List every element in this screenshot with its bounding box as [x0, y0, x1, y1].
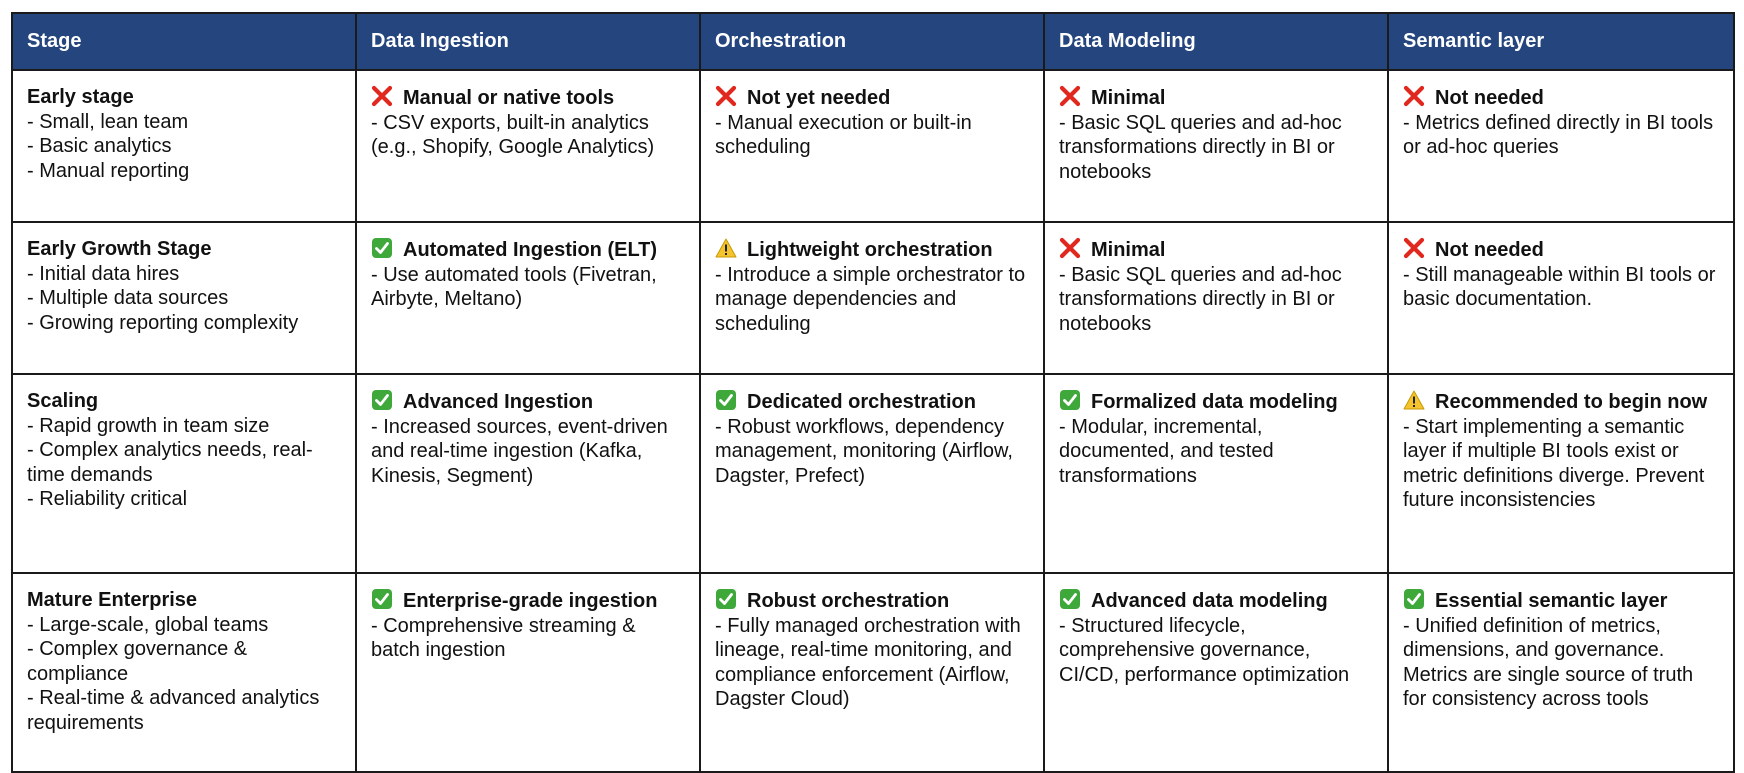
stage-bullet: - Rapid growth in team size	[27, 414, 270, 437]
cell-title: Minimal	[1091, 87, 1166, 109]
cell-title: Not yet needed	[747, 87, 891, 109]
cell-heading	[1403, 389, 1719, 415]
cell-heading	[715, 588, 1029, 614]
cell-heading	[1403, 237, 1719, 263]
cell-heading	[1059, 588, 1373, 614]
warning-icon	[715, 237, 739, 259]
data-ingestion-cell	[356, 374, 700, 573]
table-row	[12, 374, 1734, 573]
cell-title: Minimal	[1091, 239, 1166, 261]
stage-title: Early stage	[27, 86, 134, 108]
cell-heading	[715, 389, 1029, 415]
stage-bullet: - Growing reporting complexity	[27, 311, 299, 334]
table-row	[12, 573, 1734, 772]
semantic-layer-cell	[1388, 374, 1734, 573]
data-modeling-cell	[1044, 70, 1388, 222]
cell-description: - Unified definition of metrics, dimensions, and governance. Metrics are single source of truth for consistency across tools	[1403, 614, 1694, 710]
cell-title: Formalized data modeling	[1091, 391, 1338, 413]
header-semantic-layer: Semantic layer	[1388, 13, 1734, 70]
cross-icon	[371, 85, 395, 107]
cell-description: - Manual execution or built-in scheduling	[715, 111, 972, 158]
cross-icon	[1403, 85, 1427, 107]
stage-bullet: - Reliability critical	[27, 488, 188, 510]
cell-heading	[1059, 237, 1373, 263]
cell-title: Manual or native tools	[403, 87, 615, 109]
stage-bullet: - Basic analytics	[27, 135, 172, 157]
header-orchestration: Orchestration	[700, 13, 1044, 70]
stage-cell	[12, 374, 356, 573]
cell-description: - Modular, incremental, documented, and tested transformations	[1059, 415, 1274, 487]
cell-heading	[715, 85, 1029, 111]
header-data-modeling: Data Modeling	[1044, 13, 1388, 70]
data-ingestion-cell	[356, 70, 700, 222]
stage-table	[11, 12, 1735, 773]
cell-title: Enterprise-grade ingestion	[403, 590, 658, 612]
data-modeling-cell	[1044, 222, 1388, 374]
cell-title: Essential semantic layer	[1435, 590, 1668, 612]
orchestration-cell	[700, 374, 1044, 573]
cell-description: - Basic SQL queries and ad-hoc transformations directly in BI or notebooks	[1059, 263, 1342, 335]
stage-bullet: - Multiple data sources	[27, 287, 229, 309]
cell-heading	[1059, 389, 1373, 415]
cell-heading	[371, 389, 685, 415]
check-icon	[1059, 588, 1083, 610]
stage-bullet: - Real-time & advanced analytics requirements	[27, 687, 320, 734]
cell-title: Recommended to begin now	[1435, 391, 1708, 413]
cell-description: - Metrics defined directly in BI tools or ad-hoc queries	[1403, 111, 1714, 158]
data-modeling-cell	[1044, 573, 1388, 772]
stage-title: Scaling	[27, 390, 99, 412]
check-icon	[371, 237, 395, 259]
semantic-layer-cell	[1388, 222, 1734, 374]
cell-heading	[1059, 85, 1373, 111]
cell-description: - Structured lifecycle, comprehensive governance, CI/CD, performance optimization	[1059, 614, 1350, 686]
cell-description: - Fully managed orchestration with lineage, real-time monitoring, and compliance enforcement (Airflow, Dagster Cloud)	[715, 614, 1021, 710]
semantic-layer-cell	[1388, 70, 1734, 222]
table-row	[12, 222, 1734, 374]
cell-description: - Still manageable within BI tools or basic documentation.	[1403, 263, 1716, 310]
cell-heading	[371, 588, 685, 614]
cell-title: Dedicated orchestration	[747, 391, 976, 413]
cell-description: - CSV exports, built-in analytics (e.g., Shopify, Google Analytics)	[371, 111, 655, 158]
cell-description: - Increased sources, event-driven and real-time ingestion (Kafka, Kinesis, Segment)	[371, 415, 668, 487]
cell-title: Not needed	[1435, 239, 1544, 261]
orchestration-cell	[700, 70, 1044, 222]
check-icon	[715, 588, 739, 610]
cell-heading	[371, 85, 685, 111]
cell-title: Automated Ingestion (ELT)	[403, 239, 658, 261]
stage-bullet: - Small, lean team	[27, 110, 189, 133]
check-icon	[1403, 588, 1427, 610]
cell-heading	[1403, 588, 1719, 614]
stage-bullet: - Complex governance & compliance	[27, 638, 248, 685]
cell-title: Robust orchestration	[747, 590, 950, 612]
header-data-ingestion: Data Ingestion	[356, 13, 700, 70]
table-row	[12, 70, 1734, 222]
check-icon	[1059, 389, 1083, 411]
cross-icon	[1403, 237, 1427, 259]
stage-matrix	[11, 12, 1735, 773]
stage-bullet: - Large-scale, global teams	[27, 613, 269, 636]
check-icon	[715, 389, 739, 411]
cell-description: - Robust workflows, dependency management, monitoring (Airflow, Dagster, Prefect)	[715, 415, 1013, 487]
check-icon	[371, 588, 395, 610]
stage-title: Early Growth Stage	[27, 238, 212, 260]
stage-title: Mature Enterprise	[27, 589, 198, 611]
data-ingestion-cell	[356, 222, 700, 374]
cell-description: - Use automated tools (Fivetran, Airbyte, Meltano)	[371, 263, 657, 310]
cell-description: - Introduce a simple orchestrator to manage dependencies and scheduling	[715, 263, 1026, 335]
cell-description: - Basic SQL queries and ad-hoc transformations directly in BI or notebooks	[1059, 111, 1342, 183]
stage-bullet: - Manual reporting	[27, 159, 190, 182]
data-ingestion-cell	[356, 573, 700, 772]
orchestration-cell	[700, 222, 1044, 374]
stage-bullet: - Initial data hires	[27, 262, 180, 285]
cell-heading	[715, 237, 1029, 263]
cross-icon	[715, 85, 739, 107]
header-stage: Stage	[12, 13, 356, 70]
stage-cell	[12, 222, 356, 374]
cell-description: - Start implementing a semantic layer if multiple BI tools exist or metric definitions diverge. Prevent future inconsistencies	[1403, 415, 1705, 511]
stage-cell	[12, 70, 356, 222]
cell-description: - Comprehensive streaming & batch ingestion	[371, 614, 636, 661]
warning-icon	[1403, 389, 1427, 411]
stage-cell	[12, 573, 356, 772]
cross-icon	[1059, 237, 1083, 259]
header-row	[12, 13, 1734, 70]
semantic-layer-cell	[1388, 573, 1734, 772]
cell-heading	[371, 237, 685, 263]
data-modeling-cell	[1044, 374, 1388, 573]
cell-heading	[1403, 85, 1719, 111]
stage-bullet: - Complex analytics needs, real-time demands	[27, 439, 313, 486]
cell-title: Advanced Ingestion	[403, 391, 594, 413]
orchestration-cell	[700, 573, 1044, 772]
cross-icon	[1059, 85, 1083, 107]
cell-title: Lightweight orchestration	[747, 239, 993, 261]
cell-title: Advanced data modeling	[1091, 590, 1328, 612]
cell-title: Not needed	[1435, 87, 1544, 109]
check-icon	[371, 389, 395, 411]
